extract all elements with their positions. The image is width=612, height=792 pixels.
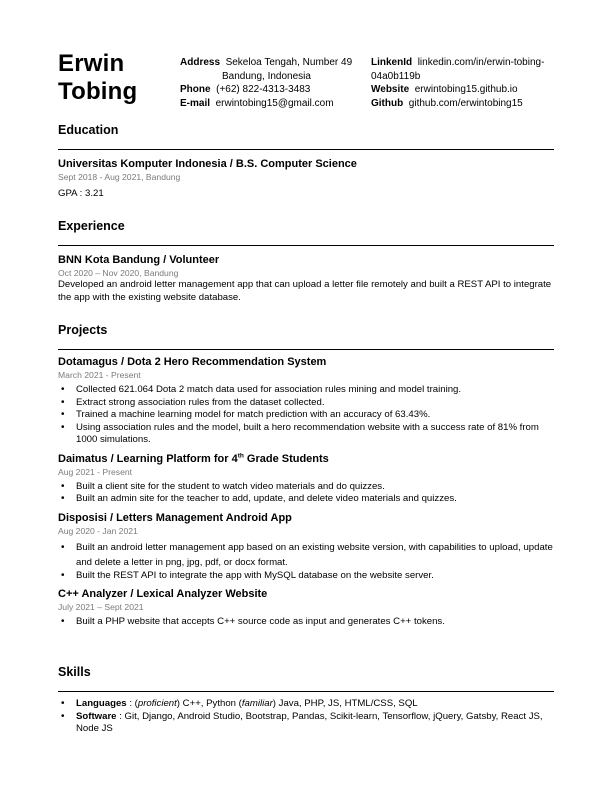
projects-title: Projects [58,323,108,337]
skills-software [58,711,554,736]
projects-section [58,323,554,629]
contact-block-right [371,56,561,110]
project-item [58,511,554,583]
languages-text: ) C++, Python ( [176,698,242,709]
list-item: • Built an android letter management app based on an existing website version, with capabilities to upload, update and delete a letter in png, jpg, pdf, or docx format. [58,540,554,570]
experience-description: Developed an android letter management app that can upload a letter file remotely and built a REST API to integrate the app with the existing website database. [58,279,552,303]
website-link[interactable]: erwintobing15.github.io [414,84,518,95]
website-label: Website [371,84,410,95]
project-item [58,452,554,506]
project-item [58,355,554,447]
education-title: Education [58,123,119,137]
github-label: Github [371,97,404,109]
project-date: Aug 2020 - Jan 2021 [58,525,138,536]
linkedin-label: LinkenId [371,57,413,68]
education-section [58,123,554,201]
linkedin-link-cont[interactable]: 04a0b119b [371,70,421,82]
project-title: Dotamagus / Dota 2 Hero Recommendation System [58,356,327,368]
email-value[interactable]: erwintobing15@gmail.com [215,97,334,109]
experience-date: Oct 2020 – Nov 2020, Bandung [58,268,179,278]
project-title [58,452,554,466]
project-date: March 2021 - Present [58,370,141,380]
list-item: • Extract strong association rules from the dataset collected. [58,397,554,410]
education-date: Sept 2018 - Aug 2021, Bandung [58,172,181,182]
list-item: • Built an admin site for the teacher to add, update, and delete video materials and quizzes. [58,493,554,506]
first-name: Erwin [58,50,125,77]
project-bullets [58,481,554,506]
list-item: • Collected 621.064 Dota 2 match data used for association rules mining and model training. [58,384,554,397]
skills-section [58,665,554,736]
section-divider [58,691,554,692]
project-bullets [58,540,554,583]
section-divider [58,349,554,350]
skills-list [58,698,554,736]
list-item: • Built the REST API to integrate the app with MySQL database on the website server. [58,570,554,583]
contact-block-left [180,56,365,110]
experience-entry-title: BNN Kota Bandung / Volunteer [58,254,220,266]
list-item: • Built a PHP website that accepts C++ source code as input and generates C++ tokens. [58,616,554,629]
section-divider [58,149,554,150]
education-gpa: GPA : 3.21 [58,188,104,199]
project-title-part: Grade Students [243,452,329,465]
project-date: Aug 2021 - Present [58,466,133,477]
project-date: July 2021 – Sept 2021 [58,602,144,612]
project-bullets [58,616,554,629]
phone-label: Phone [180,84,211,95]
list-item: • Trained a machine learning model for match prediction with an accuracy of 63.43%. [58,409,554,422]
languages-proficient: proficient [137,698,177,709]
experience-section [58,219,554,304]
software-text: : Git, Django, Android Studio, Bootstrap, Pandas, Scikit-learn, Tensorflow, jQuery, Gatsby, React JS, Node JS [76,710,543,734]
education-entry-title: Universitas Komputer Indonesia / B.S. Computer Science [58,158,357,170]
experience-title: Experience [58,219,125,233]
project-title-part: Daimatus / Learning Platform for 4 [58,452,238,465]
candidate-name [58,50,137,106]
linkedin-link[interactable]: linkedin.com/in/erwin-tobing- [417,57,545,68]
languages-text: ) Java, PHP, JS, HTML/CSS, SQL [272,698,418,709]
address-line1: Sekeloa Tengah, Number 49 [225,57,353,68]
languages-text: : ( [126,698,138,709]
languages-familiar: familiar [241,698,273,709]
project-title: C++ Analyzer / Lexical Analyzer Website [58,588,268,600]
languages-label: Languages [76,698,127,709]
github-link[interactable]: github.com/erwintobing15 [408,97,523,109]
address-line2: Bandung, Indonesia [222,70,311,82]
project-title: Disposisi / Letters Management Android App [58,511,292,524]
skills-languages [58,698,554,711]
project-title-sup: th [237,451,244,459]
project-item [58,587,554,629]
last-name: Tobing [58,78,138,105]
list-item: • Using association rules and the model, built a hero recommendation website with a success rate of 81% from 1000 simulations. [58,422,554,447]
phone-value: (+62) 822-4313-3483 [216,84,311,95]
email-label: E-mail [180,97,211,109]
list-item: • Built a client site for the student to watch video materials and do quizzes. [58,481,554,494]
project-bullets [58,384,554,447]
skills-title: Skills [58,665,91,679]
software-label: Software [76,710,117,722]
address-label: Address [180,57,221,68]
section-divider [58,245,554,246]
